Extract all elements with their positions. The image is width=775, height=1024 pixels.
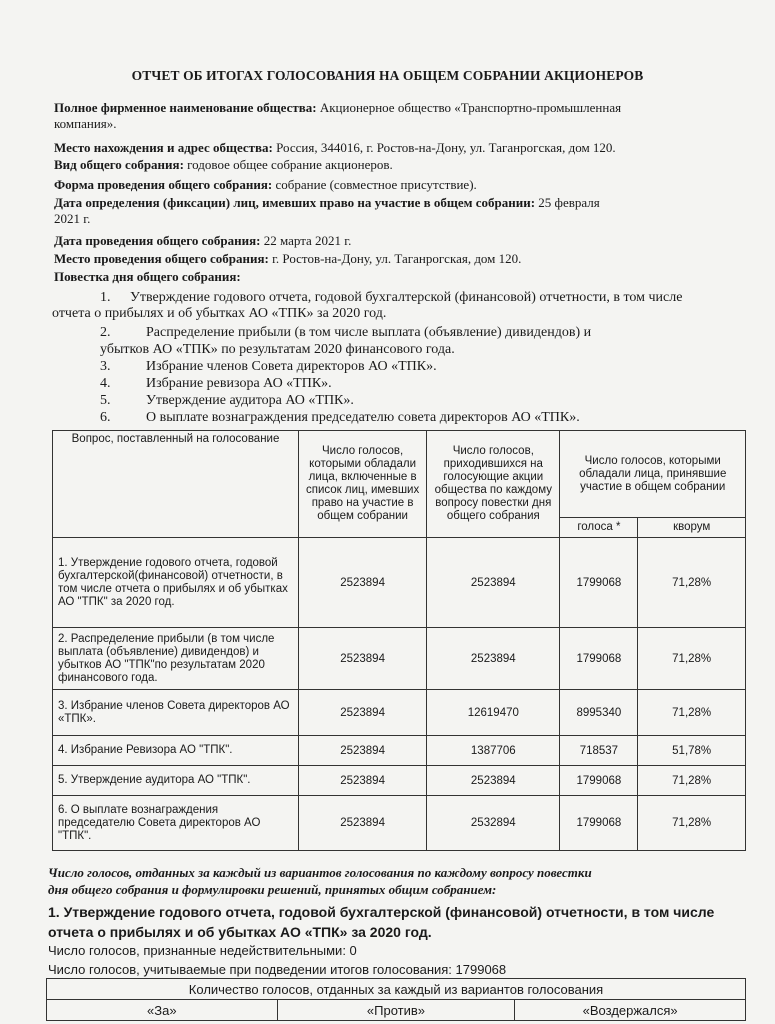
- agenda-item-1-cont: [52, 306, 752, 322]
- header-question: Вопрос, поставленный на голосование: [53, 431, 299, 538]
- agenda-label: Повестка дня общего собрания:: [54, 269, 241, 284]
- row-votes-per-item: 12619470: [427, 690, 560, 736]
- vote-option-for: «За»: [47, 1000, 278, 1021]
- row-votes-total: 2523894: [299, 796, 427, 851]
- agenda-item-text: Избрание ревизора АО «ТПК».: [146, 376, 332, 391]
- meeting-date-label: Дата проведения общего собрания:: [54, 233, 261, 248]
- row-votes-per-item: 1387706: [427, 736, 560, 766]
- row-question: 5. Утверждение аудитора АО "ТПК".: [53, 766, 299, 796]
- counted-votes-line: Число голосов, учитываемые при подведении итогов голосования: 1799068: [48, 962, 507, 977]
- votes-summary-caption-2: дня общего собрания и формулировки решений, принятых общим собранием:: [48, 882, 497, 897]
- meeting-form-line: [54, 177, 754, 193]
- row-question: 4. Избрание Ревизора АО "ТПК".: [53, 736, 299, 766]
- agenda-item-text: Избрание членов Совета директоров АО «ТПК».: [146, 359, 437, 374]
- vote-option-abstain: «Воздержался»: [515, 1000, 746, 1021]
- table-row: [53, 538, 746, 628]
- agenda-item-number: 3.: [100, 359, 111, 374]
- record-date-value-cont: 2021 г.: [54, 211, 91, 226]
- agenda-item-number: 2.: [100, 325, 111, 340]
- meeting-form-label: Форма проведения общего собрания:: [54, 177, 273, 192]
- meeting-place-line: [54, 251, 754, 267]
- row-question: 6. О выплате вознаграждения председателю Совета директоров АО "ТПК".: [53, 796, 299, 851]
- address-value: Россия, 344016, г. Ростов-на-Дону, ул. Таганрогская, дом 120.: [272, 140, 616, 155]
- row-question: 1. Утверждение годового отчета, годовой бухгалтерской(финансовой) отчетности, в том числе отчета о прибылях и об убытках АО "ТПК" за 2020 год.: [53, 538, 299, 628]
- header-votes-present: Число голосов, которыми обладали лица, принявшие участие в общем собрании: [560, 431, 746, 518]
- company-name-label: Полное фирменное наименование общества:: [54, 100, 317, 115]
- row-question: 2. Распределение прибыли (в том числе выплата (объявление) дивидендов) и убытков АО "ТПК"по результатам 2020 финансового года.: [53, 628, 299, 690]
- meeting-type-value: годовое общее собрание акционеров.: [183, 157, 393, 172]
- agenda-heading: [54, 269, 754, 285]
- agenda-item-3: [100, 359, 760, 375]
- row-votes-per-item: 2523894: [427, 628, 560, 690]
- row-votes-total: 2523894: [299, 766, 427, 796]
- row-votes-total: 2523894: [299, 736, 427, 766]
- agenda-item-text: О выплате вознаграждения председателю совета директоров АО «ТПК».: [146, 410, 580, 425]
- votes-summary-caption-1: Число голосов, отданных за каждый из вариантов голосования по каждому вопросу повестки: [48, 865, 592, 880]
- agenda-item-text: Распределение прибыли (в том числе выплата (объявление) дивидендов) и: [146, 325, 592, 340]
- row-votes: 1799068: [560, 796, 638, 851]
- header-votes-total: Число голосов, которыми обладали лица, включенные в список лиц, имевших право на участие в общем собрании: [299, 431, 427, 538]
- meeting-form-value: собрание (совместное присутствие).: [272, 177, 477, 192]
- company-name-value: Акционерное общество «Транспортно-промышленная: [316, 100, 622, 115]
- row-quorum: 71,28%: [638, 796, 746, 851]
- table-row: [53, 628, 746, 690]
- row-votes-total: 2523894: [299, 628, 427, 690]
- agenda-item-1: [100, 290, 760, 306]
- meeting-place-label: Место проведения общего собрания:: [54, 251, 269, 266]
- agenda-item-number: 5.: [100, 393, 111, 408]
- agenda-item-number: 4.: [100, 376, 111, 391]
- agenda-item-text: убытков АО «ТПК» по результатам 2020 финансового года.: [100, 342, 455, 357]
- row-votes-per-item: 2523894: [427, 538, 560, 628]
- meeting-type-line: [54, 157, 754, 173]
- row-votes: 1799068: [560, 538, 638, 628]
- record-date-label: Дата определения (фиксации) лиц, имевших право на участие в общем собрании:: [54, 195, 536, 210]
- meeting-date-value: 22 марта 2021 г.: [260, 233, 352, 248]
- header-quorum: кворум: [638, 518, 746, 538]
- resolution-1-title: 1. Утверждение годового отчета, годовой бухгалтерской (финансовой) отчетности, в том числе отчета о прибылях и об убытках АО «ТПК» за 2020 год.: [48, 904, 715, 940]
- address-label: Место нахождения и адрес общества:: [54, 140, 273, 155]
- invalid-votes-line: Число голосов, признанные недействительными: 0: [48, 943, 357, 958]
- row-votes: 1799068: [560, 628, 638, 690]
- company-name-value-cont: компания».: [54, 116, 117, 131]
- agenda-item-number: 6.: [100, 410, 111, 425]
- agenda-item-5: [100, 393, 760, 409]
- row-votes-total: 2523894: [299, 538, 427, 628]
- report-title: ОТЧЕТ ОБ ИТОГАХ ГОЛОСОВАНИЯ НА ОБЩЕМ СОБРАНИИ АКЦИОНЕРОВ: [131, 68, 644, 83]
- row-question: 3. Избрание членов Совета директоров АО «ТПК».: [53, 690, 299, 736]
- row-votes-per-item: 2532894: [427, 796, 560, 851]
- row-votes-total: 2523894: [299, 690, 427, 736]
- meeting-date-line: [54, 233, 754, 249]
- row-votes: 8995340: [560, 690, 638, 736]
- record-date-value: 25 февраля: [535, 195, 600, 210]
- row-votes-per-item: 2523894: [427, 766, 560, 796]
- header-votes-per-item: Число голосов, приходившихся на голосующие акции общества по каждому вопросу повестки дня общего собрания: [427, 431, 560, 538]
- agenda-item-2-cont: [100, 342, 760, 358]
- meeting-type-label: Вид общего собрания:: [54, 157, 184, 172]
- row-quorum: 71,28%: [638, 538, 746, 628]
- vote-options-header: Количество голосов, отданных за каждый из вариантов голосования: [47, 979, 746, 1000]
- table-row: [53, 690, 746, 736]
- table-row: [53, 796, 746, 851]
- row-quorum: 51,78%: [638, 736, 746, 766]
- agenda-item-number: 1.: [100, 290, 111, 305]
- vote-option-against: «Против»: [277, 1000, 515, 1021]
- agenda-item-2: [100, 325, 760, 341]
- address-line: [54, 140, 754, 156]
- agenda-item-text: Утверждение годового отчета, годовой бухгалтерской (финансовой) отчетности, в том числе: [130, 290, 683, 305]
- voting-results-table: [52, 430, 746, 851]
- row-quorum: 71,28%: [638, 766, 746, 796]
- company-name-line: [54, 100, 754, 132]
- row-quorum: 71,28%: [638, 628, 746, 690]
- record-date-line: [54, 195, 754, 227]
- table-row: [53, 736, 746, 766]
- agenda-item-text: Утверждение аудитора АО «ТПК».: [146, 393, 354, 408]
- agenda-item-6: [100, 410, 760, 426]
- header-votes: голоса *: [560, 518, 638, 538]
- row-votes: 1799068: [560, 766, 638, 796]
- table-row: [53, 766, 746, 796]
- agenda-item-4: [100, 376, 760, 392]
- row-quorum: 71,28%: [638, 690, 746, 736]
- meeting-place-value: г. Ростов-на-Дону, ул. Таганрогская, дом 120.: [268, 251, 522, 266]
- row-votes: 718537: [560, 736, 638, 766]
- vote-options-table: [46, 978, 746, 1021]
- agenda-item-text: отчета о прибылях и об убытках АО «ТПК» за 2020 год.: [52, 306, 387, 321]
